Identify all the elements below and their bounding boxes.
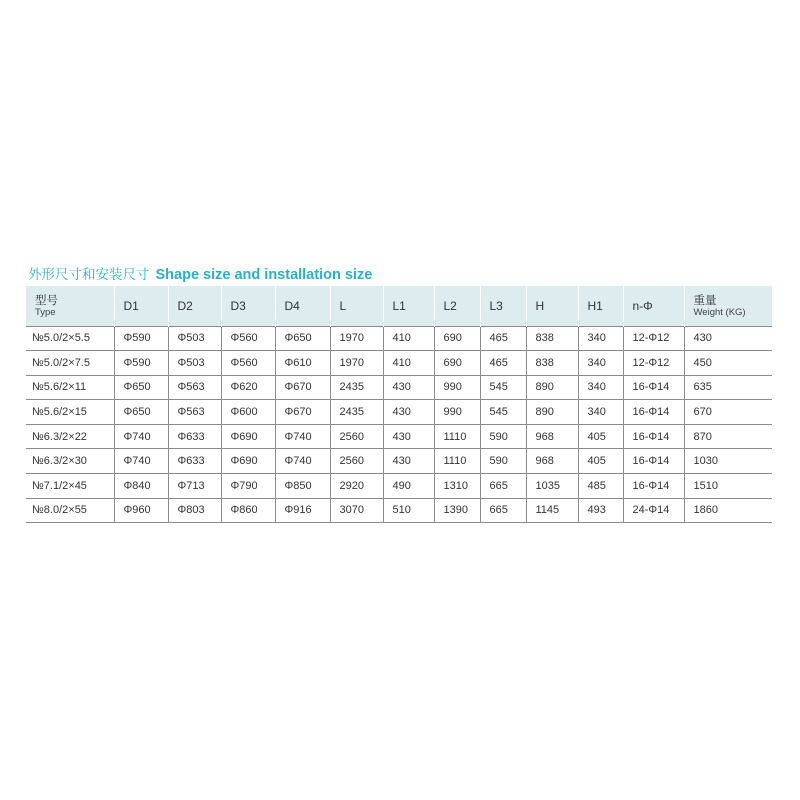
header-cell: L2 xyxy=(434,286,480,326)
table-cell: Φ590 xyxy=(114,326,168,351)
header-type-cn: 型号 xyxy=(35,292,58,307)
table-cell: Φ560 xyxy=(221,326,275,351)
table-cell: 968 xyxy=(526,449,578,474)
table-cell: 1510 xyxy=(684,474,772,499)
table-cell: Φ650 xyxy=(275,326,330,351)
table-cell: Φ740 xyxy=(275,424,330,449)
table-row xyxy=(26,424,772,449)
table-cell: 340 xyxy=(578,326,623,351)
table-cell: Φ803 xyxy=(168,498,221,523)
table-cell: 430 xyxy=(383,424,434,449)
cell-type: №6.3/2×22 xyxy=(26,424,114,449)
cell-type: №6.3/2×30 xyxy=(26,449,114,474)
cell-type: №5.6/2×11 xyxy=(26,375,114,400)
table-cell: Φ503 xyxy=(168,351,221,376)
table-cell: 24-Φ14 xyxy=(623,498,684,523)
page-title xyxy=(28,263,372,283)
table-cell: 1030 xyxy=(684,449,772,474)
table-cell: Φ690 xyxy=(221,424,275,449)
header-weight-cn: 重量 xyxy=(693,292,717,307)
table-cell: 3070 xyxy=(330,498,383,523)
table-cell: 890 xyxy=(526,400,578,425)
table-body xyxy=(26,326,772,523)
table-cell: 16-Φ14 xyxy=(623,474,684,499)
header-type xyxy=(26,286,114,326)
table-cell: Φ650 xyxy=(114,400,168,425)
table-cell: Φ860 xyxy=(221,498,275,523)
table-cell: 410 xyxy=(383,351,434,376)
table-cell: 990 xyxy=(434,375,480,400)
table-row xyxy=(26,498,772,523)
table-cell: 340 xyxy=(578,375,623,400)
table-cell: 665 xyxy=(480,474,526,499)
header-type-en: Type xyxy=(35,306,56,318)
table-cell: 430 xyxy=(383,375,434,400)
table-cell: Φ503 xyxy=(168,326,221,351)
header-cell: H xyxy=(526,286,578,326)
table-cell: Φ670 xyxy=(275,400,330,425)
table-cell: 340 xyxy=(578,351,623,376)
table-cell: 690 xyxy=(434,351,480,376)
header-cell: D2 xyxy=(168,286,221,326)
table-cell: 430 xyxy=(383,449,434,474)
table-row xyxy=(26,375,772,400)
table-row xyxy=(26,326,772,351)
table-cell: 465 xyxy=(480,326,526,351)
table-cell: Φ916 xyxy=(275,498,330,523)
table-cell: Φ740 xyxy=(114,449,168,474)
table-cell: 1970 xyxy=(330,326,383,351)
table-cell: 670 xyxy=(684,400,772,425)
table-cell: 450 xyxy=(684,351,772,376)
header-cell: D4 xyxy=(275,286,330,326)
table-cell: 340 xyxy=(578,400,623,425)
table-cell: 1110 xyxy=(434,424,480,449)
table-cell: Φ600 xyxy=(221,400,275,425)
table-cell: 2560 xyxy=(330,449,383,474)
title-cn: 外形尺寸和安装尺寸 xyxy=(28,267,150,283)
table-cell: 430 xyxy=(684,326,772,351)
table-cell: 465 xyxy=(480,351,526,376)
table-cell: 405 xyxy=(578,424,623,449)
table-row xyxy=(26,449,772,474)
table-cell: Φ960 xyxy=(114,498,168,523)
table-cell: 490 xyxy=(383,474,434,499)
table-cell: Φ590 xyxy=(114,351,168,376)
table-cell: 590 xyxy=(480,449,526,474)
table-cell: 968 xyxy=(526,424,578,449)
table-cell: 2435 xyxy=(330,400,383,425)
table-cell: Φ610 xyxy=(275,351,330,376)
table-row xyxy=(26,400,772,425)
table-cell: Φ790 xyxy=(221,474,275,499)
table-cell: 1970 xyxy=(330,351,383,376)
table-cell: 890 xyxy=(526,375,578,400)
table-cell: 16-Φ14 xyxy=(623,375,684,400)
table-header-row xyxy=(26,286,772,326)
table-cell: 1145 xyxy=(526,498,578,523)
table-cell: 16-Φ14 xyxy=(623,400,684,425)
table-cell: 2435 xyxy=(330,375,383,400)
table-cell: 405 xyxy=(578,449,623,474)
header-cell: L3 xyxy=(480,286,526,326)
table-cell: 1035 xyxy=(526,474,578,499)
table-cell: Φ840 xyxy=(114,474,168,499)
table-cell: Φ650 xyxy=(114,375,168,400)
header-cell: D1 xyxy=(114,286,168,326)
table-cell: 485 xyxy=(578,474,623,499)
table-cell: Φ633 xyxy=(168,424,221,449)
table-cell: 1310 xyxy=(434,474,480,499)
table-cell: 838 xyxy=(526,351,578,376)
table-cell: 1110 xyxy=(434,449,480,474)
table-cell: 1860 xyxy=(684,498,772,523)
header-cell: n-Φ xyxy=(623,286,684,326)
cell-type: №5.0/2×7.5 xyxy=(26,351,114,376)
table-cell: 870 xyxy=(684,424,772,449)
cell-type: №5.6/2×15 xyxy=(26,400,114,425)
table-cell: 590 xyxy=(480,424,526,449)
table-cell: 838 xyxy=(526,326,578,351)
table-cell: Φ563 xyxy=(168,400,221,425)
table-cell: Φ560 xyxy=(221,351,275,376)
table-cell: Φ850 xyxy=(275,474,330,499)
table-cell: Φ690 xyxy=(221,449,275,474)
table-cell: 510 xyxy=(383,498,434,523)
table-cell: 430 xyxy=(383,400,434,425)
title-en: Shape size and installation size xyxy=(155,267,373,283)
table-cell: Φ563 xyxy=(168,375,221,400)
table-cell: Φ740 xyxy=(114,424,168,449)
table-cell: 635 xyxy=(684,375,772,400)
header-cell: D3 xyxy=(221,286,275,326)
header-weight xyxy=(684,286,772,326)
table-cell: Φ620 xyxy=(221,375,275,400)
table-cell: Φ633 xyxy=(168,449,221,474)
table-cell: Φ740 xyxy=(275,449,330,474)
cell-type: №7.1/2×45 xyxy=(26,474,114,499)
table-cell: Φ713 xyxy=(168,474,221,499)
header-weight-en: Weight (KG) xyxy=(693,306,746,318)
table-row xyxy=(26,474,772,499)
table-cell: 690 xyxy=(434,326,480,351)
table-row xyxy=(26,351,772,376)
cell-type: №8.0/2×55 xyxy=(26,498,114,523)
table-cell: 410 xyxy=(383,326,434,351)
cell-type: №5.0/2×5.5 xyxy=(26,326,114,351)
table-cell: 12-Φ12 xyxy=(623,326,684,351)
table-cell: 990 xyxy=(434,400,480,425)
size-table xyxy=(26,286,772,523)
header-cell: H1 xyxy=(578,286,623,326)
table-cell: 16-Φ14 xyxy=(623,449,684,474)
table-cell: Φ670 xyxy=(275,375,330,400)
table-cell: 493 xyxy=(578,498,623,523)
header-cell: L1 xyxy=(383,286,434,326)
table-cell: 545 xyxy=(480,400,526,425)
header-cell: L xyxy=(330,286,383,326)
table-cell: 2920 xyxy=(330,474,383,499)
table-cell: 665 xyxy=(480,498,526,523)
table-cell: 2560 xyxy=(330,424,383,449)
table-cell: 1390 xyxy=(434,498,480,523)
table-cell: 12-Φ12 xyxy=(623,351,684,376)
table-cell: 16-Φ14 xyxy=(623,424,684,449)
table-cell: 545 xyxy=(480,375,526,400)
